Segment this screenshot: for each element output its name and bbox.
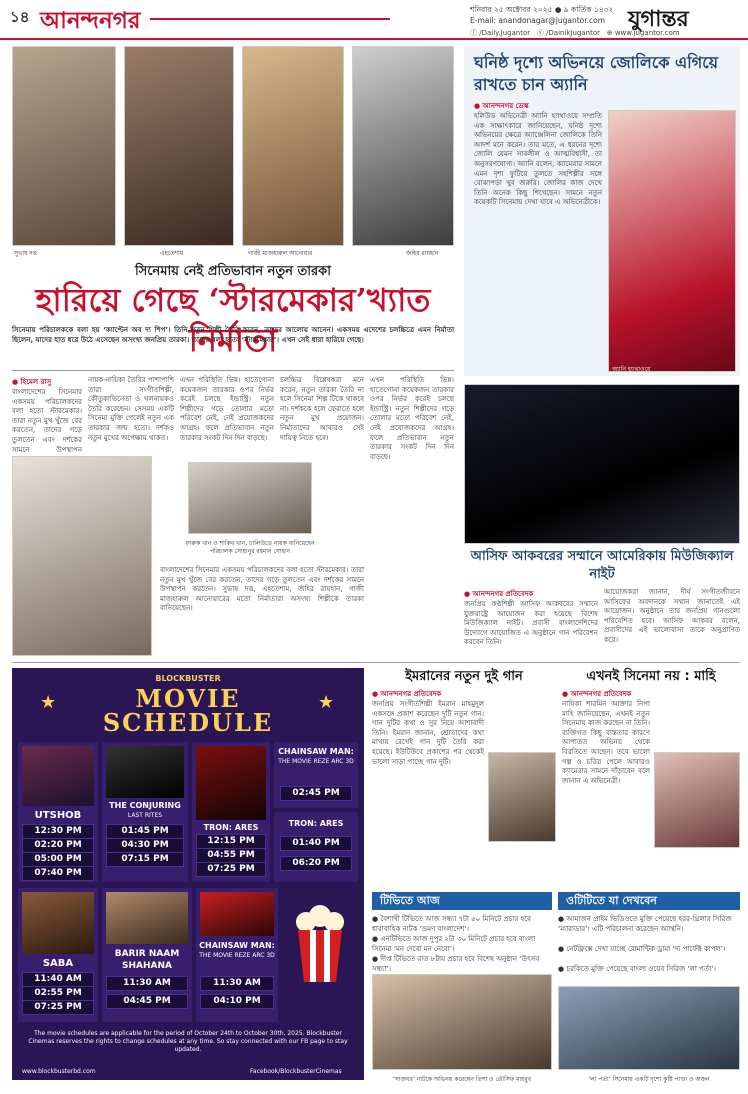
showtime[interactable]: 02:55 PM <box>22 986 94 1001</box>
showtime[interactable]: 05:00 PM <box>22 852 94 867</box>
star-icon: ★ <box>318 692 335 713</box>
ad-site[interactable]: www.blockbusterbd.com <box>22 1068 96 1075</box>
ad-title-2: SCHEDULE <box>102 708 274 737</box>
imran-body: জনপ্রিয় সংগীতশিল্পী ইমরান মাহমুদুল একসঙ্গে প্রকাশ করেছেন দুটি নতুন গান। গান দুটির কথা ও সুর নিয়ে আশাবাদী তিনি। ইমরান জানান, শ্রোতাদের কথা মাথায় রেখেই গান দুটি তৈরি করা হয়েছে। ইউটিউবে প্রকাশের পর থেকেই ভালো সাড়া পাচ্ছে গান দুটি। <box>372 700 484 766</box>
anne-photo-caption: অ্যানি হ্যাথাওয়ে <box>612 366 651 373</box>
poster-chainsaw <box>200 892 274 936</box>
photo-caption: গাজী মাজহারুল আনোয়ার <box>248 250 313 257</box>
main-headline: হারিয়ে গেছে ‘স্টারমেকার’খ্যাত নির্মাতা <box>35 281 431 359</box>
showtime[interactable]: 07:40 PM <box>22 866 94 881</box>
tv-caption: ‘সাজঘর’ নাটকে অভিনয় করেছেন তিশা ও তৌসিফ মাহবুব <box>392 1076 532 1083</box>
inline-caption: ফারুক খান ও শাকিব খান, ঢালিউডে নায়ক বানিয়েছেন পরিচালক সোহানুর রহমান সোহান <box>185 540 315 555</box>
photo-caption: জহির রায়হান <box>406 250 439 257</box>
photo-mahi <box>654 752 740 848</box>
photo-caption: সুভাষ দত্ত <box>14 250 37 257</box>
mahi-body: নায়িকা শারমিন আক্তার নিপা মাহি জানিয়েছেন, এখনই নতুন সিনেমায় কাজ করছেন না তিনি। ব্যক্তিগত কিছু ব্যস্ততার কারণে আপাতত অভিনয় থেকে বিরতিতে আছেন। তবে ভালো গল্প ও চরিত্র পেলে আবারও ক্যামেরার সামনে দাঁড়াবেন বলে জানান এ অভিনেত্রী। <box>562 700 650 785</box>
photo-anne-hathaway <box>608 110 736 372</box>
film-name: SABA <box>42 958 74 969</box>
showtime[interactable]: 07:25 PM <box>196 862 266 877</box>
film-name: BARIR NAAM SHAHANA <box>114 949 180 971</box>
main-body-col5: বাংলাদেশের সিনেমার একসময় পরিচালকদের বলা হতো স্টারমেকার। তারা নতুন মুখ খুঁজে বের করতেন, তাদের গড়ে তুলতেন এবং দর্শকের সামনে উপস্থাপন করতেন। সুভাষ দত্ত, এহতেশাম, জহির রায়হান, গাজী মাজহারুল আনোয়ারের মতো নির্মাতারা অসংখ্য শিল্পীকে তারকা বানিয়েছেন। <box>160 566 364 613</box>
poster-conjuring <box>106 746 184 798</box>
ad-title-1: MOVIE <box>135 684 241 713</box>
asif-body-2: আয়োজকরা জানান, দীর্ঘ সংগীতজীবনে আসিফের অবদানকে সম্মান জানাতেই এই আয়োজন। অনুষ্ঠানে তার জনপ্রিয় গানগুলো পরিবেশিত হবে। আসিফ আকবর বলেন, প্রবাসীদের এই ভালোবাসা তাকে অনুপ্রাণিত করে। <box>604 588 740 644</box>
header-rule <box>0 38 748 40</box>
twitter-icon: ⓧ <box>536 29 544 37</box>
showtime[interactable]: 06:20 PM <box>280 856 352 871</box>
page-number: ১৪ <box>10 8 30 26</box>
asif-headline: আসিফ আকবরের সম্মানে আমেরিকায় মিউজিক্যাল নাইট <box>470 549 734 582</box>
popcorn-icon <box>292 904 348 984</box>
photo-tv-drama <box>372 974 552 1070</box>
ad-brand: BLOCKBUSTER <box>155 674 221 683</box>
poster-utshob <box>22 746 94 806</box>
showtime[interactable]: 11:40 AM <box>22 972 94 987</box>
tv-item: ● এনটিভিতে আজ দুপুর ২টা ৩০ মিনিটে প্রচার হবে বাংলা সিনেমা ‘মন দেবো মন নেবো’। <box>372 935 536 953</box>
photo-asif-akbar <box>464 384 740 544</box>
social-links <box>470 28 740 38</box>
showtime[interactable]: 07:25 PM <box>22 1000 94 1015</box>
film-name: CHAINSAW MAN: <box>199 941 275 950</box>
star-icon: ★ <box>40 692 57 713</box>
showtime[interactable]: 01:45 PM <box>106 824 184 839</box>
main-byline: ● হিমেল রাসু <box>12 378 52 386</box>
tv-item: ● বৈশাখী টিভিতে আজ সন্ধ্যা ৭টা ৫০ মিনিটে প্রচার হবে ধারাবাহিক নাটক ‘ভ্রমণ বাংলাদেশ’। <box>372 915 531 933</box>
photo-shakib-khan <box>12 456 152 656</box>
main-body-col3: এখন পরিস্থিতি ভিন্ন। হাতেগোনা কয়েকজন তারকার ওপর নির্ভর করেই চলছে ইন্ডাস্ট্রি। নতুন শিল্পীদের গড়ে তোলার মতো পরিবেশ নেই, নেই প্রযোজকদের আগ্রহ। ফলে প্রতিভাবান নতুন তারকার সংকট দিন দিন বাড়ছে। <box>180 376 274 442</box>
showtime[interactable]: 11:30 AM <box>200 976 274 991</box>
asif-byline: ● আনন্দনগর প্রতিবেদক <box>464 590 534 598</box>
showtime[interactable]: 04:45 PM <box>106 994 188 1009</box>
film-name: TRON: ARES <box>203 823 259 832</box>
anne-body: হলিউড অভিনেত্রী অ্যানি হ্যাথাওয়ে সম্প্রতি এক সাক্ষাৎকারে জানিয়েছেন, ঘনিষ্ঠ দৃশ্যে অভিনয়ের ক্ষেত্রে অ্যাঞ্জেলিনা জোলিকে তিনি আদর্শ মনে করেন। তার মতে, এ ধরনের দৃশ্যে জোলি যেমন সাবলীল ও আত্মবিশ্বাসী, তা অনুসরণযোগ্য। অ্যানি বলেন, ক্যামেরার সামনে এমন দৃশ্য ফুটিয়ে তুলতে সহশিল্পীর সঙ্গে বোঝাপড়া খুব জরুরি। জোলির কাজ দেখে তিনি অনেক কিছু শিখেছেন। সামনে নতুন কয়েকটি সিনেমায় দেখা যাবে এ অভিনেত্রীকে। <box>474 112 602 207</box>
header-info <box>470 4 613 26</box>
ott-caption: ‘লা পর্তা’ সিনেমায় একটি দৃশ্যে কুষ্টি পাণ্ড্য ও অজন <box>588 1076 710 1083</box>
ott-item: ● আমাজন প্রাইম ভিডিওতে মুক্তি পেয়েছে হরর-থ্রিলার সিরিজ ‘ম্যারাডার’। এটি পরিচালনা করেছেন অ্যান্থনি। <box>558 915 732 933</box>
tv-today-header: টিভিতে আজ <box>372 892 552 910</box>
ad-facebook[interactable]: Facebook/BlockbusterCinemas <box>250 1068 342 1075</box>
showtime[interactable]: 01:40 PM <box>280 836 352 851</box>
social-link-1[interactable]: /Daily.Jugantor <box>479 29 531 37</box>
anne-byline: ● আনন্দনগর ডেস্ক <box>474 102 529 110</box>
showtime[interactable]: 12:15 PM <box>196 834 266 849</box>
main-body-col6: এখন পরিস্থিতি ভিন্ন। হাতেগোনা কয়েকজন তারকার ওপর নির্ভর করেই চলছে ইন্ডাস্ট্রি। নতুন শিল্পীদের গড়ে তোলার মতো পরিবেশ নেই, নেই প্রযোজকদের আগ্রহ। ফলে প্রতিভাবান নতুন তারকার সংকট দিন দিন বাড়ছে। <box>370 376 454 461</box>
photo-imran <box>488 752 556 842</box>
section-rule <box>150 18 390 20</box>
photo-subhash-dutta <box>12 46 116 246</box>
film-name: THE CONJURING <box>109 801 181 810</box>
poster-tron <box>196 746 266 820</box>
main-lead: সিনেমায় পরিচালককে বলা হয় ‘ক্যাপ্টেন অব দ্য শিপ’। তিনি নতুন শিল্পী তৈরি করেন, তাদের আলোয় আনেন। একসময় এদেশের চলচ্চিত্রে এমন নির্মাতা ছিলেন, যাদের হাত ধরে উঠে এসেছেন অসংখ্য জনপ্রিয় তারকা। তাদের বলা হতো ‘স্টারমেকার’। এখন সেই ধারা হারিয়ে গেছে। <box>12 326 454 344</box>
film-sub: THE MOVIE REZE ARC 3D <box>199 952 275 959</box>
imran-byline: ● আনন্দনগর প্রতিবেদক <box>372 690 442 698</box>
photo-ehtesham <box>124 46 234 246</box>
main-body-col2: নায়ক-নায়িকা তৈরির পাশাপাশি তারা সংগীতশিল্পী, কৌতুকাভিনেতা ও খলনায়কও তৈরি করেছেন। সেসময় একটি সিনেমা মুক্তি পেলেই নতুন এক তারকার জন্ম হতো। দর্শকও নতুন মুখের অপেক্ষায় থাকত। <box>88 376 174 442</box>
poster-barir-naam <box>106 892 188 944</box>
website-link[interactable]: www.jugantor.com <box>614 29 680 37</box>
brand-logo: যুগান্তর <box>628 6 689 32</box>
divider <box>12 370 454 371</box>
ott-item: ● চরকিতে মুক্তি পেয়েছে বাংলা ওয়েব সিরিজ ‘লা পর্তা’। <box>558 965 716 973</box>
showtime[interactable]: 02:45 PM <box>280 786 352 801</box>
showtime[interactable]: 04:30 PM <box>106 838 184 853</box>
page-header <box>0 0 748 36</box>
film-sub: LAST RITES <box>127 812 163 819</box>
showtime[interactable]: 02:20 PM <box>22 838 94 853</box>
showtime[interactable]: 11:30 AM <box>106 976 188 991</box>
mahi-headline: এখনই সিনেমা নয় : মাহি <box>586 669 716 684</box>
photo-caption: এহতেশাম <box>160 250 184 257</box>
tv-item: ● দীপ্ত টিভিতে রাত ৮টায় প্রচার হবে বিশেষ অনুষ্ঠান ‘উৎসব সন্ধ্যা’। <box>372 955 540 973</box>
showtime[interactable]: 04:10 PM <box>200 994 274 1009</box>
showtime[interactable]: 12:30 PM <box>22 824 94 839</box>
film-sub: THE MOVIE REZE ARC 3D <box>278 758 354 765</box>
ott-item: ● নেটফ্লিক্সে দেখা যাচ্ছে রোমান্টিক ড্রামা ‘দ্য পার্ফেক্ট কাপল’। <box>558 945 726 953</box>
email[interactable]: E-mail: anandonagar@jugantor.com <box>470 16 606 25</box>
main-body-col4: চলচ্চিত্র বিশ্লেষকরা মনে করেন, নতুন তারকা তৈরি না হলে সিনেমা শিল্প টিকে থাকবে না। দর্শককে হলে ফেরাতে হলে নতুন মুখ প্রয়োজন। নির্মাতাদের আবারও সেই দায়িত্ব নিতে হবে। <box>280 376 364 442</box>
facebook-icon: ⓕ <box>470 29 477 37</box>
mahi-byline: ● আনন্দনগর প্রতিবেদক <box>562 690 632 698</box>
film-name: UTSHOB <box>34 810 82 821</box>
date-line: শনিবার ২৫ অক্টোবর ২০২৫ ● ৯ কার্তিক ১৪৩২ <box>470 5 614 14</box>
ott-header: ওটিটিতে যা দেখবেন <box>558 892 740 910</box>
imran-headline: ইমরানের নতুন দুই গান <box>405 669 523 684</box>
photo-zahir-raihan <box>352 46 454 246</box>
ad-footer: The movie schedules are applicable for the period of October 24th to October 30th, 2025. Blockbuster Cinemas reserves the rights to change schedules at any time. So stay connected with our FB page to stay updated. <box>28 1030 348 1053</box>
anne-headline: ঘনিষ্ঠ দৃশ্যে অভিনয়ে জোলিকে এগিয়ে রাখতে চান অ্যানি <box>474 53 719 94</box>
photo-ott-film <box>558 986 740 1070</box>
social-link-2[interactable]: /DainikJugantor <box>546 29 601 37</box>
showtime[interactable]: 07:15 PM <box>106 852 184 867</box>
film-name: CHAINSAW MAN: <box>278 747 354 756</box>
globe-icon: ⊕ <box>606 29 613 37</box>
photo-gazi-mazharul <box>242 46 344 246</box>
section-title: আনন্দনগর <box>40 7 141 34</box>
showtime[interactable]: 04:55 PM <box>196 848 266 863</box>
film-name: TRON: ARES <box>288 819 344 828</box>
poster-saba <box>22 892 94 954</box>
main-kicker: সিনেমায় নেই প্রতিভাবান নতুন তারকা <box>134 264 332 279</box>
asif-body-1: জনপ্রিয় কণ্ঠশিল্পী আসিফ আকবরের সম্মানে যুক্তরাষ্ট্রে আয়োজন করা হয়েছে বিশেষ মিউজিক্যাল নাইট। প্রবাসী বাংলাদেশিদের উদ্যোগে আয়োজিত এ অনুষ্ঠানে গান পরিবেশন করবেন তিনি। <box>464 600 598 647</box>
divider <box>12 662 740 663</box>
main-body-col1: বাংলাদেশের সিনেমার একসময় পরিচালকদের বলা হতো স্টারমেকার। তারা নতুন মুখ খুঁজে বের করতেন, তাদের গড়ে তুলতেন এবং দর্শকের সামনে উপস্থাপন <box>12 388 82 454</box>
